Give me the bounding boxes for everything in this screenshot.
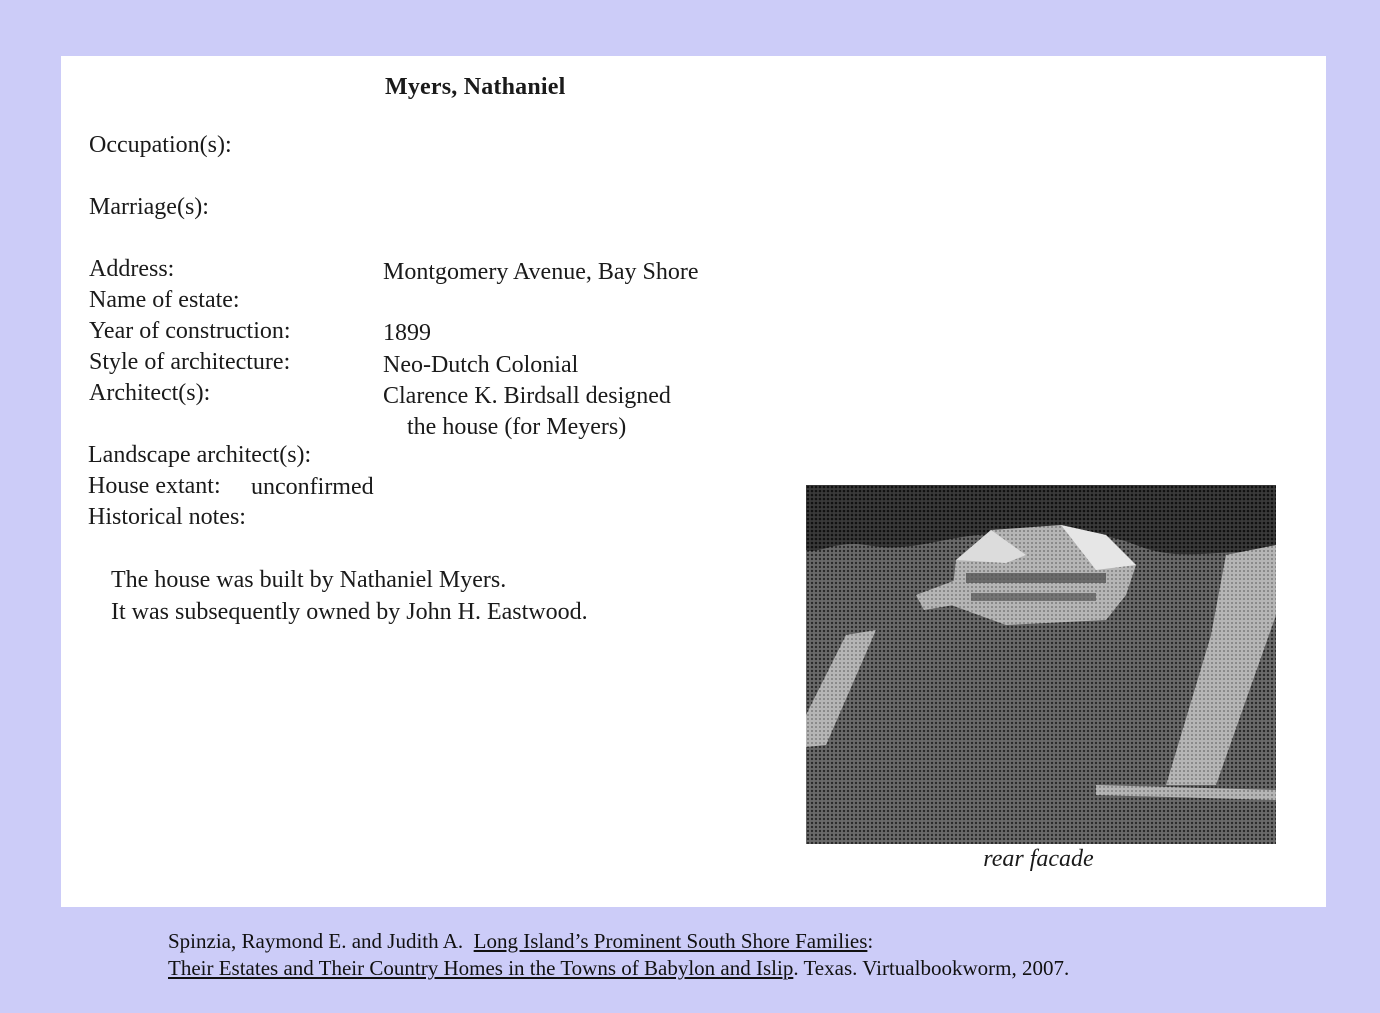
architect-value-line1: Clarence K. Birdsall designed bbox=[383, 383, 671, 409]
record-card bbox=[61, 56, 1326, 907]
marriage-label: Marriage(s): bbox=[89, 194, 209, 220]
address-value: Montgomery Avenue, Bay Shore bbox=[383, 259, 699, 285]
estate-name-label: Name of estate: bbox=[89, 287, 240, 313]
citation bbox=[168, 928, 1069, 982]
address-label: Address: bbox=[89, 256, 175, 282]
record-title: Myers, Nathaniel bbox=[385, 74, 566, 100]
house-extant-label: House extant: bbox=[88, 473, 221, 499]
citation-publisher: . Texas. Virtualbookworm, 2007. bbox=[793, 956, 1070, 980]
architect-label: Architect(s): bbox=[89, 380, 211, 406]
citation-line-2 bbox=[168, 955, 1069, 982]
house-extant-value: unconfirmed bbox=[251, 474, 374, 500]
historical-notes-text bbox=[111, 564, 588, 628]
style-value: Neo-Dutch Colonial bbox=[383, 352, 579, 378]
photo-caption: rear facade bbox=[983, 846, 1094, 872]
estate-photo bbox=[806, 485, 1276, 844]
citation-line-1 bbox=[168, 928, 1069, 955]
landscape-architect-label: Landscape architect(s): bbox=[88, 442, 312, 468]
year-label: Year of construction: bbox=[89, 318, 291, 344]
historical-notes-label: Historical notes: bbox=[88, 504, 246, 530]
citation-book-title-part2: Their Estates and Their Country Homes in the Towns of Babylon and Islip bbox=[168, 956, 794, 980]
architect-value-line2: the house (for Meyers) bbox=[407, 414, 627, 440]
style-label: Style of architecture: bbox=[89, 349, 291, 375]
citation-authors: Spinzia, Raymond E. and Judith A. bbox=[168, 929, 464, 953]
year-value: 1899 bbox=[383, 320, 431, 346]
note-line: It was subsequently owned by John H. Eastwood. bbox=[111, 599, 588, 625]
citation-book-title-part1: Long Island’s Prominent South Shore Families bbox=[473, 929, 868, 953]
estate-photo-image bbox=[806, 485, 1276, 844]
citation-colon: : bbox=[867, 929, 874, 953]
note-line: The house was built by Nathaniel Myers. bbox=[111, 567, 507, 593]
occupation-label: Occupation(s): bbox=[89, 132, 232, 158]
